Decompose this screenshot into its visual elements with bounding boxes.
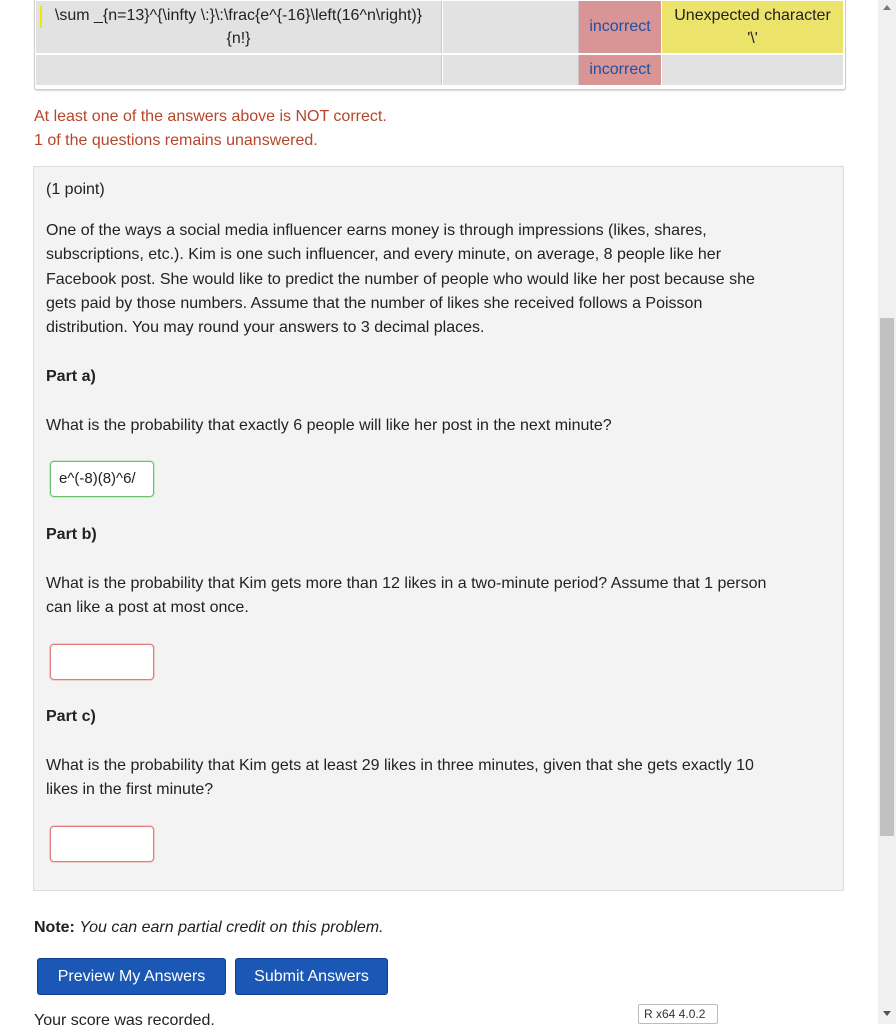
results-table — [34, 0, 846, 90]
problem-intro — [46, 219, 755, 340]
result-message — [662, 1, 843, 53]
version-badge: R x64 4.0.2 — [638, 1004, 718, 1024]
part-a-label: Part a) — [46, 368, 96, 385]
message-line2: '\' — [747, 30, 758, 47]
entered-answer-line1: \sum _{n=13}^{\infty \:}\:\frac{e^{-16}\left(16^n\right)} — [54, 7, 423, 24]
result-message — [662, 55, 843, 85]
question-line: can like a post at most once. — [46, 599, 249, 617]
part-b-answer-input[interactable] — [50, 644, 154, 680]
part-a-question: What is the probability that exactly 6 people will like her post in the next minute? — [46, 417, 612, 434]
intro-line: One of the ways a social media influencer earns money is through impressions (likes, shares, — [46, 222, 707, 239]
vertical-scrollbar[interactable] — [878, 0, 896, 1024]
intro-line: distribution. You may round your answers to 3 decimal places. — [46, 319, 485, 337]
entered-answer-line2: {n!} — [226, 30, 251, 47]
question-line: likes in the first minute? — [46, 781, 214, 799]
message-line1: Unexpected character — [674, 7, 831, 24]
result-status-incorrect: incorrect — [579, 1, 661, 53]
partial-credit-note — [34, 919, 384, 937]
scroll-down-arrow-icon[interactable] — [883, 1011, 891, 1016]
intro-line: Facebook post. She would like to predict the number of people who would like her post because she — [46, 270, 755, 288]
submit-answers-button[interactable]: Submit Answers — [235, 958, 388, 995]
result-status-incorrect: incorrect — [579, 55, 661, 85]
intro-line: gets paid by those numbers. Assume that the number of likes she received follows a Poisson — [46, 294, 703, 312]
warning-incorrect: At least one of the answers above is NOT correct. — [34, 108, 387, 125]
part-c-label: Part c) — [46, 708, 96, 725]
part-b-label: Part b) — [46, 526, 97, 543]
preview-cell — [443, 1, 579, 53]
score-status-text: Your score was recorded. — [34, 1012, 215, 1029]
note-text: You can earn partial credit on this problem. — [79, 919, 384, 936]
part-c-answer-input[interactable] — [50, 826, 154, 862]
part-a-answer-input[interactable]: e^(-8)(8)^6/ — [50, 461, 154, 497]
part-b-question — [46, 572, 766, 621]
problem-points: (1 point) — [46, 181, 105, 198]
warning-unanswered: 1 of the questions remains unanswered. — [34, 132, 318, 149]
problem-box — [33, 166, 844, 891]
scroll-up-arrow-icon[interactable] — [883, 5, 891, 10]
part-c-question — [46, 754, 754, 803]
note-label: Note: — [34, 919, 75, 936]
intro-line: subscriptions, etc.). Kim is one such influencer, and every minute, on average, 8 people like her — [46, 246, 722, 264]
scrollbar-thumb[interactable] — [880, 318, 894, 836]
question-line: What is the probability that Kim gets more than 12 likes in a two-minute period? Assume that 1 person — [46, 575, 767, 592]
entered-answer-cell — [36, 55, 442, 85]
preview-answers-button[interactable]: Preview My Answers — [37, 958, 226, 995]
preview-cell — [443, 55, 579, 85]
question-line: What is the probability that Kim gets at least 29 likes in three minutes, given that she gets exactly 10 — [46, 757, 754, 774]
text-highlight — [40, 6, 42, 28]
entered-answer-cell — [36, 1, 442, 53]
